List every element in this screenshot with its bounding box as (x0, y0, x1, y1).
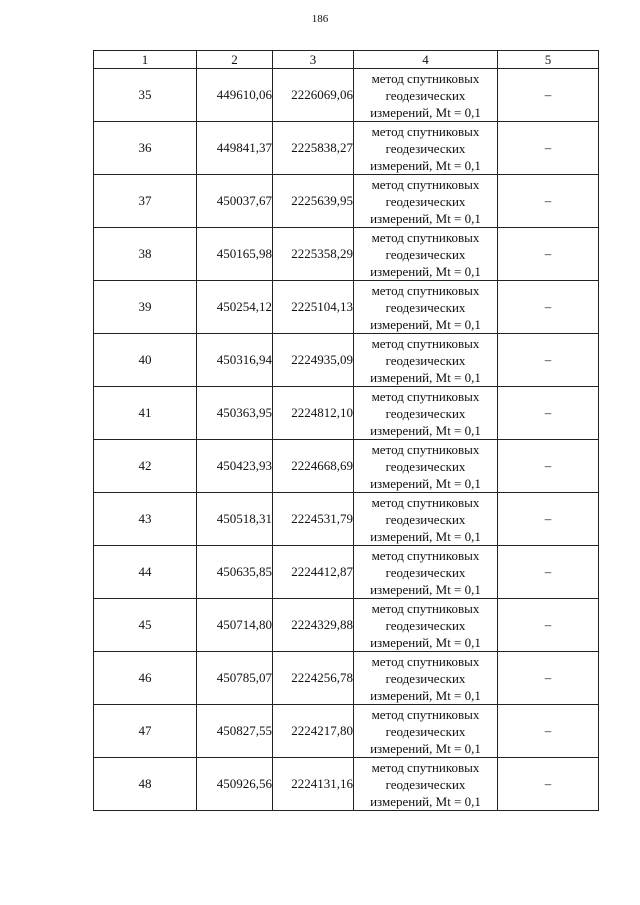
x-coordinate-cell: 450254,12 (197, 281, 273, 334)
x-coordinate-cell: 450785,07 (197, 652, 273, 705)
x-coordinate-cell: 450827,55 (197, 705, 273, 758)
note-cell: – (498, 546, 599, 599)
header-cell-method: 4 (354, 51, 498, 69)
method-line-2: геодезических (385, 140, 466, 156)
method-line-3: измерений, Mt = 0,1 (370, 634, 481, 650)
y-coordinate-cell: 2224668,69 (273, 440, 354, 493)
note-cell: – (498, 599, 599, 652)
method-line-1: метод спутниковых (371, 229, 480, 245)
method-line-1: метод спутниковых (371, 600, 480, 616)
point-number-cell: 48 (94, 758, 197, 811)
method-line-3: измерений, Mt = 0,1 (370, 793, 481, 809)
table-row (94, 122, 599, 175)
note-cell: – (498, 228, 599, 281)
method-line-2: геодезических (385, 776, 466, 792)
table-row (94, 281, 599, 334)
note-cell: – (498, 440, 599, 493)
method-line-3: измерений, Mt = 0,1 (370, 369, 481, 385)
method-cell (354, 175, 498, 228)
method-cell (354, 546, 498, 599)
note-cell: – (498, 334, 599, 387)
method-cell (354, 758, 498, 811)
note-cell: – (498, 493, 599, 546)
y-coordinate-cell: 2225639,95 (273, 175, 354, 228)
table-row (94, 705, 599, 758)
table-row (94, 334, 599, 387)
point-number-cell: 45 (94, 599, 197, 652)
x-coordinate-cell: 449610,06 (197, 69, 273, 122)
method-line-3: измерений, Mt = 0,1 (370, 528, 481, 544)
table-row (94, 652, 599, 705)
point-number-cell: 36 (94, 122, 197, 175)
point-number-cell: 46 (94, 652, 197, 705)
method-line-1: метод спутниковых (371, 388, 480, 404)
table-row (94, 387, 599, 440)
x-coordinate-cell: 450423,93 (197, 440, 273, 493)
note-cell: – (498, 122, 599, 175)
y-coordinate-cell: 2224812,10 (273, 387, 354, 440)
method-line-3: измерений, Mt = 0,1 (370, 316, 481, 332)
method-line-3: измерений, Mt = 0,1 (370, 263, 481, 279)
note-cell: – (498, 387, 599, 440)
method-cell (354, 69, 498, 122)
point-number-cell: 39 (94, 281, 197, 334)
x-coordinate-cell: 450363,95 (197, 387, 273, 440)
table-row (94, 175, 599, 228)
method-cell (354, 228, 498, 281)
method-line-2: геодезических (385, 246, 466, 262)
note-cell: – (498, 705, 599, 758)
method-line-1: метод спутниковых (371, 70, 480, 86)
x-coordinate-cell: 449841,37 (197, 122, 273, 175)
point-number-cell: 41 (94, 387, 197, 440)
point-number-cell: 37 (94, 175, 197, 228)
method-cell (354, 705, 498, 758)
y-coordinate-cell: 2224935,09 (273, 334, 354, 387)
table-header-row (94, 51, 599, 69)
note-cell: – (498, 175, 599, 228)
method-line-2: геодезических (385, 511, 466, 527)
method-line-2: геодезических (385, 405, 466, 421)
method-line-3: измерений, Mt = 0,1 (370, 475, 481, 491)
table-row (94, 758, 599, 811)
point-number-cell: 43 (94, 493, 197, 546)
method-cell (354, 387, 498, 440)
table-row (94, 228, 599, 281)
table-row (94, 493, 599, 546)
table-row (94, 69, 599, 122)
header-cell-point-number: 1 (94, 51, 197, 69)
method-line-3: измерений, Mt = 0,1 (370, 210, 481, 226)
y-coordinate-cell: 2225104,13 (273, 281, 354, 334)
y-coordinate-cell: 2226069,06 (273, 69, 354, 122)
method-line-3: измерений, Mt = 0,1 (370, 581, 481, 597)
method-line-2: геодезических (385, 87, 466, 103)
method-cell (354, 440, 498, 493)
y-coordinate-cell: 2224217,80 (273, 705, 354, 758)
method-line-1: метод спутниковых (371, 282, 480, 298)
x-coordinate-cell: 450518,31 (197, 493, 273, 546)
method-line-2: геодезических (385, 617, 466, 633)
method-line-3: измерений, Mt = 0,1 (370, 422, 481, 438)
note-cell: – (498, 69, 599, 122)
method-line-1: метод спутниковых (371, 441, 480, 457)
method-line-2: геодезических (385, 458, 466, 474)
x-coordinate-cell: 450165,98 (197, 228, 273, 281)
header-cell-note: 5 (498, 51, 599, 69)
y-coordinate-cell: 2224329,88 (273, 599, 354, 652)
y-coordinate-cell: 2225838,27 (273, 122, 354, 175)
y-coordinate-cell: 2224412,87 (273, 546, 354, 599)
method-line-1: метод спутниковых (371, 759, 480, 775)
header-cell-y: 3 (273, 51, 354, 69)
method-line-1: метод спутниковых (371, 706, 480, 722)
method-line-1: метод спутниковых (371, 176, 480, 192)
point-number-cell: 38 (94, 228, 197, 281)
coordinates-table (93, 50, 599, 811)
x-coordinate-cell: 450316,94 (197, 334, 273, 387)
note-cell: – (498, 652, 599, 705)
method-cell (354, 122, 498, 175)
method-line-1: метод спутниковых (371, 547, 480, 563)
point-number-cell: 42 (94, 440, 197, 493)
note-cell: – (498, 281, 599, 334)
x-coordinate-cell: 450635,85 (197, 546, 273, 599)
method-cell (354, 493, 498, 546)
method-cell (354, 652, 498, 705)
note-cell: – (498, 758, 599, 811)
y-coordinate-cell: 2224531,79 (273, 493, 354, 546)
method-line-1: метод спутниковых (371, 123, 480, 139)
y-coordinate-cell: 2224256,78 (273, 652, 354, 705)
x-coordinate-cell: 450037,67 (197, 175, 273, 228)
method-cell (354, 334, 498, 387)
point-number-cell: 47 (94, 705, 197, 758)
y-coordinate-cell: 2225358,29 (273, 228, 354, 281)
method-line-2: геодезических (385, 723, 466, 739)
method-line-1: метод спутниковых (371, 494, 480, 510)
table-row (94, 546, 599, 599)
table-body (94, 69, 599, 811)
method-line-2: геодезических (385, 352, 466, 368)
page-number: 186 (311, 13, 329, 25)
method-line-2: геодезических (385, 299, 466, 315)
y-coordinate-cell: 2224131,16 (273, 758, 354, 811)
table-row (94, 599, 599, 652)
method-line-1: метод спутниковых (371, 335, 480, 351)
point-number-cell: 40 (94, 334, 197, 387)
method-line-3: измерений, Mt = 0,1 (370, 157, 481, 173)
method-cell (354, 599, 498, 652)
header-cell-x: 2 (197, 51, 273, 69)
table-row (94, 440, 599, 493)
method-line-1: метод спутниковых (371, 653, 480, 669)
method-line-3: измерений, Mt = 0,1 (370, 687, 481, 703)
x-coordinate-cell: 450714,80 (197, 599, 273, 652)
point-number-cell: 44 (94, 546, 197, 599)
method-line-3: измерений, Mt = 0,1 (370, 740, 481, 756)
method-line-2: геодезических (385, 670, 466, 686)
method-line-2: геодезических (385, 193, 466, 209)
method-cell (354, 281, 498, 334)
point-number-cell: 35 (94, 69, 197, 122)
x-coordinate-cell: 450926,56 (197, 758, 273, 811)
method-line-2: геодезических (385, 564, 466, 580)
method-line-3: измерений, Mt = 0,1 (370, 104, 481, 120)
